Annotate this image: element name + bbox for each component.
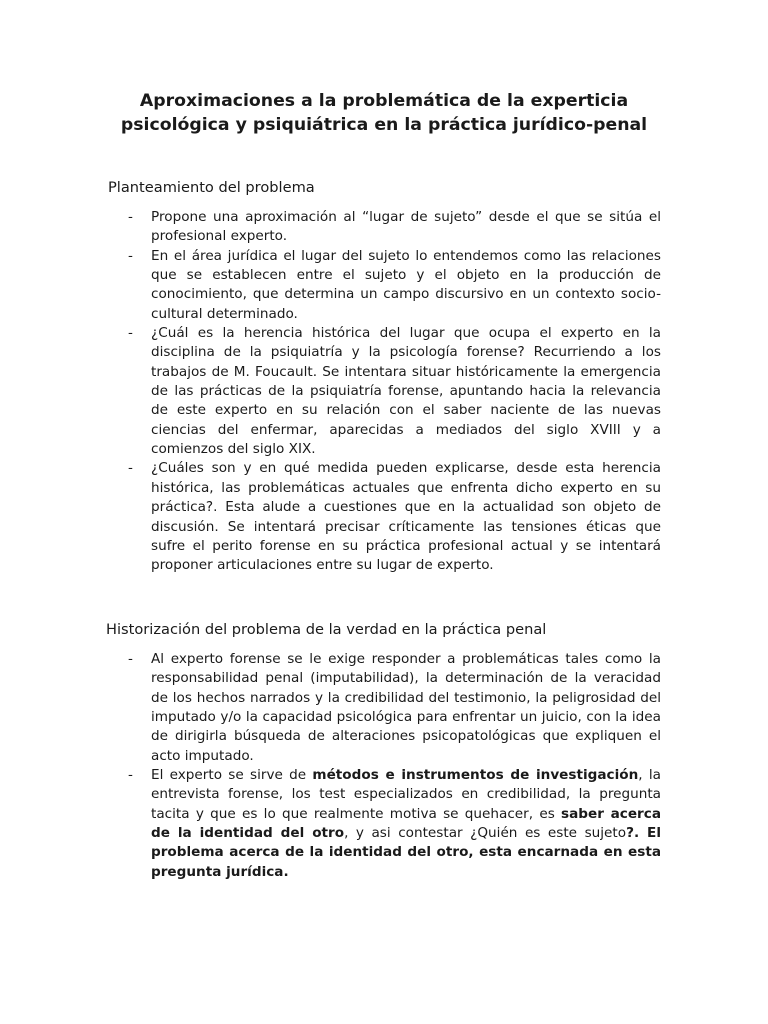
list-item-text: ¿Cuáles son y en qué medida pueden explicarse, desde esta herencia histórica, las problemáticas actuales que enfrenta dicho experto en su práctica?. Esta alude a cuestiones que en la actualidad son objeto de discusión. Se intentará precisar críticamente las tensiones éticas que sufre el perito forense en su práctica profesional actual y se intentará proponer articulaciones entre su lugar de experto. (151, 460, 661, 574)
bullet-dash: - (128, 209, 133, 225)
list-item (126, 324, 661, 459)
text-run: , y asi contestar ¿Quién es este sujeto (344, 825, 627, 842)
bullet-dash: - (128, 767, 133, 784)
list-item-text: Propone una aproximación al “lugar de sujeto” desde el que se sitúa el profesional experto. (151, 209, 661, 245)
list-item (126, 650, 661, 766)
bold-text-run: saber acerca de la identidad del otro (151, 805, 661, 842)
text-run: , la entrevista forense, los test especializados en credibilidad, la pregunta tacita y que es lo que realmente motiva se quehacer, es (151, 767, 661, 822)
list-item-text: En el área jurídica el lugar del sujeto lo entendemos como las relaciones que se establecen entre el sujeto y el objeto en la producción de conocimiento, que determina un campo discursivo en un contexto socio-cultural determinado. (151, 247, 661, 322)
section-heading-planteamiento: Planteamiento del problema (108, 179, 315, 196)
text-run: El experto se sirve de (151, 767, 313, 784)
list-item-text: Al experto forense se le exige responder a problemáticas tales como la responsabilidad penal (imputabilidad), la determinación de la veracidad de los hechos narrados y la credibilidad del testimonio, la peligrosidad del imputado y/o la capacidad psicológica para enfrentar un juicio, con la idea de dirigirla búsqueda de alteraciones psicopatológicas que expliquen el acto imputado. (151, 651, 661, 764)
list-item (126, 459, 661, 575)
bullet-list-historizacion (126, 650, 661, 882)
bullet-dash: - (128, 325, 133, 342)
bold-text-run: ?. El problema acerca de la identidad del otro, esta encarnada en esta pregunta jurídica. (151, 825, 661, 880)
list-item-text-rich (151, 767, 661, 880)
list-item (126, 247, 661, 324)
bullet-list-planteamiento (126, 208, 661, 576)
bullet-dash: - (128, 651, 133, 667)
bullet-dash: - (128, 460, 133, 477)
list-item (126, 766, 661, 882)
section-heading-historizacion: Historización del problema de la verdad en la práctica penal (106, 621, 547, 638)
bullet-dash: - (128, 247, 133, 264)
document-title: Aproximaciones a la problemática de la experticia psicológica y psiquiátrica en la práctica jurídico-penal (120, 91, 648, 135)
list-item-text: ¿Cuál es la herencia histórica del lugar que ocupa el experto en la disciplina de la psiquiatría y la psicología forense? Recurriendo a los trabajos de M. Foucault. Se intentara situar históricamente la emergencia de las prácticas de la psiquiatría forense, apuntando hacia la relevancia de este experto en su relación con el saber naciente de las nuevas ciencias del enfermar, aparecidas a mediados del siglo XVIII y a comienzos del siglo XIX. (151, 325, 661, 458)
bold-text-run: métodos e instrumentos de investigación (312, 767, 639, 784)
list-item (126, 208, 661, 247)
